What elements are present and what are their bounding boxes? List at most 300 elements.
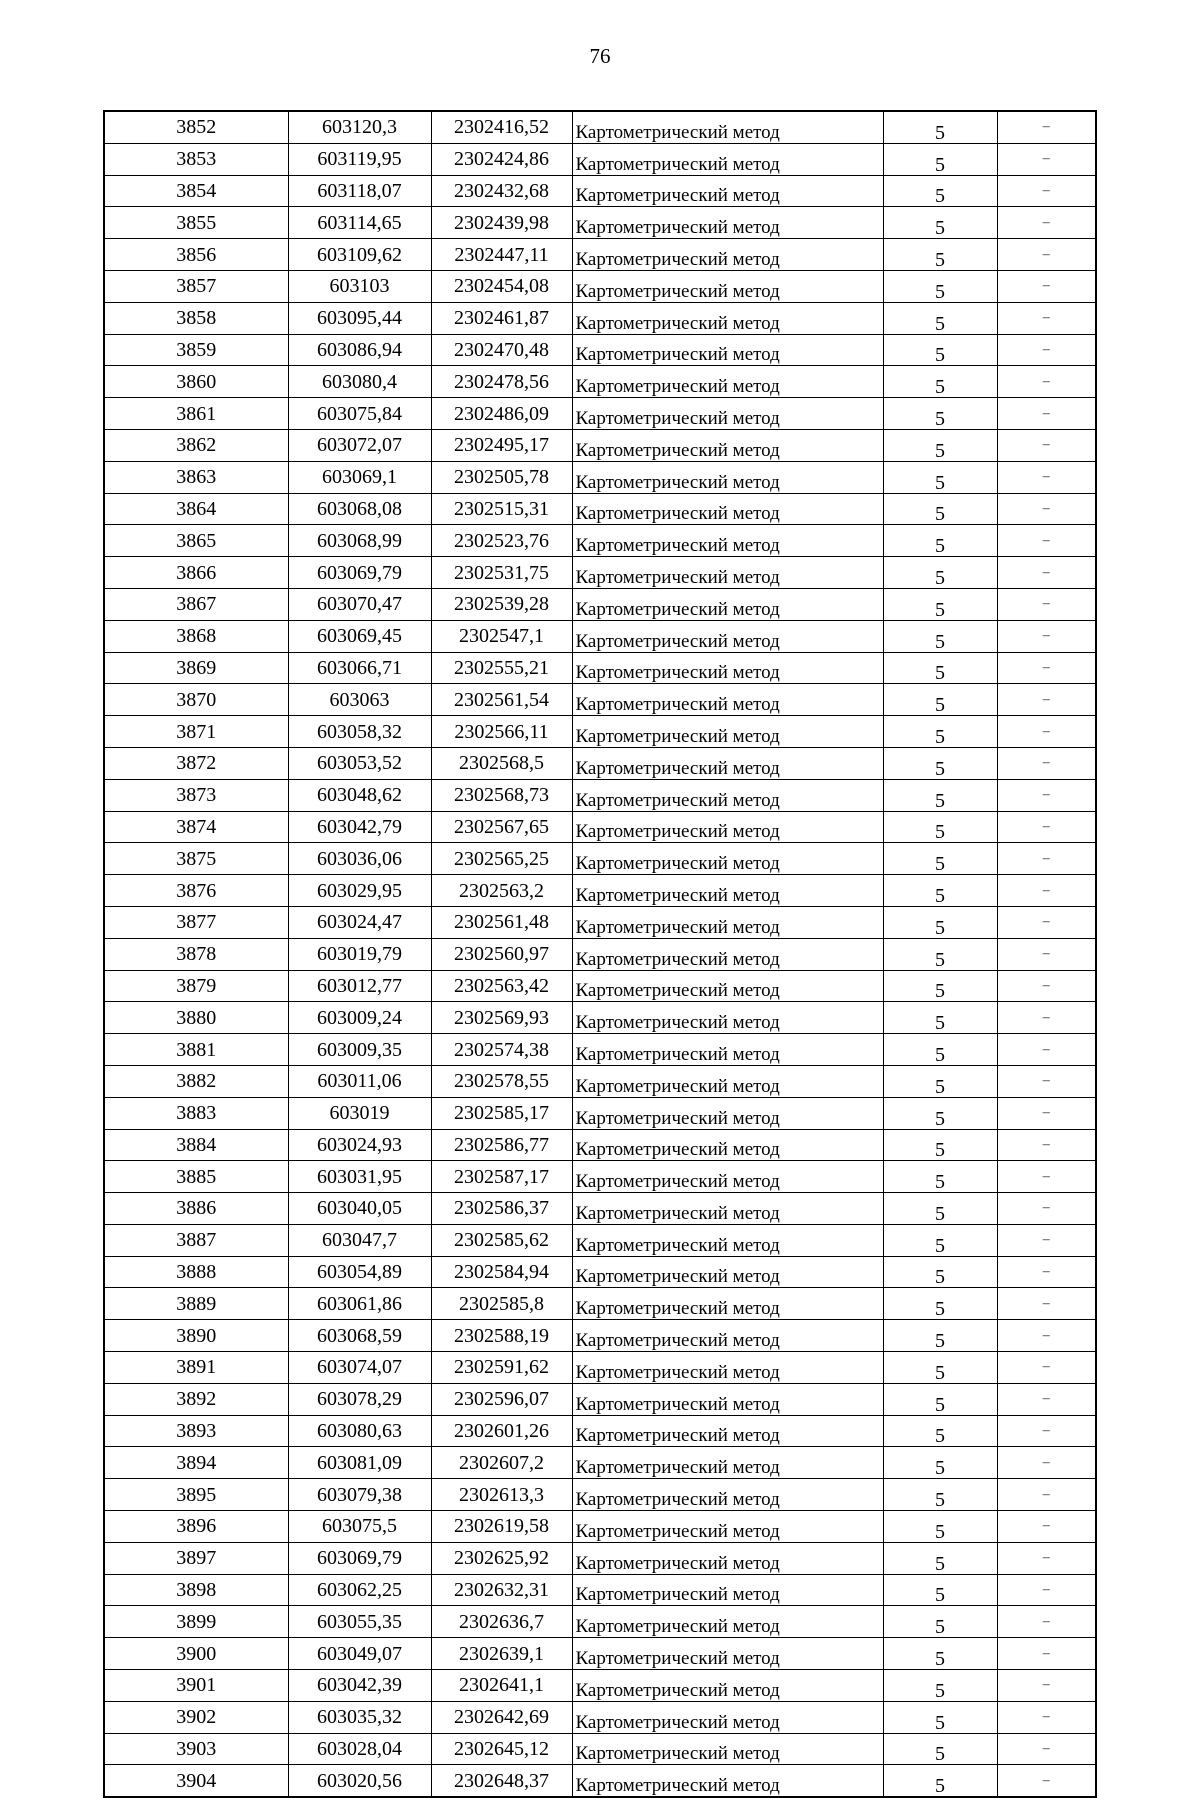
coord-y-cell: 2302645,12: [431, 1733, 572, 1765]
accuracy-cell: 5: [883, 1034, 997, 1066]
table-row: [104, 302, 1096, 334]
note-cell: –: [997, 1193, 1096, 1225]
note-cell: –: [997, 1447, 1096, 1479]
note-cell: –: [997, 1574, 1096, 1606]
method-cell: Картометрический метод: [572, 1193, 883, 1225]
accuracy-cell: 5: [883, 1733, 997, 1765]
coord-x-cell: 603068,59: [288, 1320, 431, 1352]
coord-y-cell: 2302505,78: [431, 461, 572, 493]
coord-y-cell: 2302569,93: [431, 1002, 572, 1034]
coord-x-cell: 603047,7: [288, 1224, 431, 1256]
coord-y-cell: 2302478,56: [431, 366, 572, 398]
coord-y-cell: 2302454,08: [431, 270, 572, 302]
coord-x-cell: 603049,07: [288, 1638, 431, 1670]
point-number-cell: 3883: [104, 1097, 288, 1129]
point-number-cell: 3884: [104, 1129, 288, 1161]
method-cell: Картометрический метод: [572, 429, 883, 461]
point-number-cell: 3904: [104, 1765, 288, 1797]
note-cell: –: [997, 493, 1096, 525]
point-number-cell: 3887: [104, 1224, 288, 1256]
accuracy-cell: 5: [883, 1447, 997, 1479]
coord-y-cell: 2302566,11: [431, 716, 572, 748]
coord-y-cell: 2302547,1: [431, 620, 572, 652]
coord-y-cell: 2302563,42: [431, 970, 572, 1002]
table-row: [104, 1193, 1096, 1225]
point-number-cell: 3881: [104, 1034, 288, 1066]
accuracy-cell: 5: [883, 1701, 997, 1733]
accuracy-cell: 5: [883, 843, 997, 875]
note-cell: –: [997, 366, 1096, 398]
coord-x-cell: 603066,71: [288, 652, 431, 684]
note-cell: –: [997, 938, 1096, 970]
table-row: [104, 938, 1096, 970]
coord-y-cell: 2302432,68: [431, 175, 572, 207]
table-row: [104, 1638, 1096, 1670]
accuracy-cell: 5: [883, 525, 997, 557]
method-cell: Картометрический метод: [572, 1733, 883, 1765]
note-cell: –: [997, 684, 1096, 716]
page-number: 76: [589, 44, 611, 68]
coord-y-cell: 2302619,58: [431, 1511, 572, 1543]
accuracy-cell: 5: [883, 875, 997, 907]
accuracy-cell: 5: [883, 684, 997, 716]
point-number-cell: 3901: [104, 1670, 288, 1702]
accuracy-cell: 5: [883, 1479, 997, 1511]
coord-y-cell: 2302523,76: [431, 525, 572, 557]
note-cell: –: [997, 811, 1096, 843]
accuracy-cell: 5: [883, 1129, 997, 1161]
coord-x-cell: 603118,07: [288, 175, 431, 207]
accuracy-cell: 5: [883, 270, 997, 302]
method-cell: Картометрический метод: [572, 1574, 883, 1606]
coord-y-cell: 2302639,1: [431, 1638, 572, 1670]
accuracy-cell: 5: [883, 1161, 997, 1193]
method-cell: Картометрический метод: [572, 779, 883, 811]
note-cell: –: [997, 302, 1096, 334]
table-row: [104, 1415, 1096, 1447]
table-row: [104, 906, 1096, 938]
note-cell: –: [997, 779, 1096, 811]
note-cell: –: [997, 1288, 1096, 1320]
coord-x-cell: 603095,44: [288, 302, 431, 334]
coord-x-cell: 603029,95: [288, 875, 431, 907]
note-cell: –: [997, 747, 1096, 779]
method-cell: Картометрический метод: [572, 1447, 883, 1479]
method-cell: Картометрический метод: [572, 875, 883, 907]
coord-y-cell: 2302568,73: [431, 779, 572, 811]
accuracy-cell: 5: [883, 779, 997, 811]
accuracy-cell: 5: [883, 429, 997, 461]
note-cell: –: [997, 1034, 1096, 1066]
table-row: [104, 1383, 1096, 1415]
point-number-cell: 3853: [104, 143, 288, 175]
method-cell: Картометрический метод: [572, 1670, 883, 1702]
table-row: [104, 1479, 1096, 1511]
method-cell: Картометрический метод: [572, 1701, 883, 1733]
coord-x-cell: 603109,62: [288, 239, 431, 271]
table-row: [104, 557, 1096, 589]
method-cell: Картометрический метод: [572, 493, 883, 525]
accuracy-cell: 5: [883, 1002, 997, 1034]
note-cell: –: [997, 1542, 1096, 1574]
accuracy-cell: 5: [883, 620, 997, 652]
method-cell: Картометрический метод: [572, 270, 883, 302]
coord-y-cell: 2302515,31: [431, 493, 572, 525]
table-row: [104, 1574, 1096, 1606]
point-number-cell: 3899: [104, 1606, 288, 1638]
accuracy-cell: 5: [883, 1193, 997, 1225]
point-number-cell: 3890: [104, 1320, 288, 1352]
coord-y-cell: 2302596,07: [431, 1383, 572, 1415]
method-cell: Картометрический метод: [572, 1415, 883, 1447]
table-row: [104, 620, 1096, 652]
table-row: [104, 843, 1096, 875]
table-row: [104, 207, 1096, 239]
coord-x-cell: 603012,77: [288, 970, 431, 1002]
note-cell: –: [997, 843, 1096, 875]
point-number-cell: 3867: [104, 588, 288, 620]
method-cell: Картометрический метод: [572, 1352, 883, 1384]
coord-y-cell: 2302607,2: [431, 1447, 572, 1479]
accuracy-cell: 5: [883, 461, 997, 493]
method-cell: Картометрический метод: [572, 461, 883, 493]
coord-x-cell: 603058,32: [288, 716, 431, 748]
coord-y-cell: 2302588,19: [431, 1320, 572, 1352]
coord-y-cell: 2302416,52: [431, 111, 572, 143]
coord-x-cell: 603054,89: [288, 1256, 431, 1288]
method-cell: Картометрический метод: [572, 111, 883, 143]
point-number-cell: 3895: [104, 1479, 288, 1511]
coord-x-cell: 603053,52: [288, 747, 431, 779]
point-number-cell: 3870: [104, 684, 288, 716]
coord-y-cell: 2302586,37: [431, 1193, 572, 1225]
table-row: [104, 1733, 1096, 1765]
table-row: [104, 1097, 1096, 1129]
accuracy-cell: 5: [883, 302, 997, 334]
point-number-cell: 3879: [104, 970, 288, 1002]
coord-y-cell: 2302585,8: [431, 1288, 572, 1320]
point-number-cell: 3894: [104, 1447, 288, 1479]
coord-y-cell: 2302625,92: [431, 1542, 572, 1574]
point-number-cell: 3875: [104, 843, 288, 875]
table-row: [104, 1670, 1096, 1702]
point-number-cell: 3858: [104, 302, 288, 334]
coord-y-cell: 2302578,55: [431, 1065, 572, 1097]
table-row: [104, 493, 1096, 525]
note-cell: –: [997, 1097, 1096, 1129]
point-number-cell: 3865: [104, 525, 288, 557]
note-cell: –: [997, 1511, 1096, 1543]
point-number-cell: 3876: [104, 875, 288, 907]
table-row: [104, 111, 1096, 143]
method-cell: Картометрический метод: [572, 811, 883, 843]
note-cell: –: [997, 557, 1096, 589]
note-cell: –: [997, 239, 1096, 271]
coord-y-cell: 2302586,77: [431, 1129, 572, 1161]
point-number-cell: 3863: [104, 461, 288, 493]
note-cell: –: [997, 175, 1096, 207]
coord-x-cell: 603035,32: [288, 1701, 431, 1733]
accuracy-cell: 5: [883, 334, 997, 366]
method-cell: Картометрический метод: [572, 302, 883, 334]
accuracy-cell: 5: [883, 1097, 997, 1129]
accuracy-cell: 5: [883, 1383, 997, 1415]
accuracy-cell: 5: [883, 1415, 997, 1447]
table-row: [104, 716, 1096, 748]
coord-x-cell: 603103: [288, 270, 431, 302]
point-number-cell: 3862: [104, 429, 288, 461]
method-cell: Картометрический метод: [572, 1479, 883, 1511]
coord-x-cell: 603080,4: [288, 366, 431, 398]
table-row: [104, 1606, 1096, 1638]
accuracy-cell: 5: [883, 1765, 997, 1797]
point-number-cell: 3897: [104, 1542, 288, 1574]
point-number-cell: 3859: [104, 334, 288, 366]
table-row: [104, 588, 1096, 620]
method-cell: Картометрический метод: [572, 1256, 883, 1288]
note-cell: –: [997, 429, 1096, 461]
coord-x-cell: 603009,35: [288, 1034, 431, 1066]
coord-y-cell: 2302574,38: [431, 1034, 572, 1066]
point-number-cell: 3857: [104, 270, 288, 302]
note-cell: –: [997, 1129, 1096, 1161]
method-cell: Картометрический метод: [572, 398, 883, 430]
method-cell: Картометрический метод: [572, 716, 883, 748]
coord-x-cell: 603081,09: [288, 1447, 431, 1479]
table-row: [104, 1034, 1096, 1066]
point-number-cell: 3869: [104, 652, 288, 684]
point-number-cell: 3868: [104, 620, 288, 652]
table-row: [104, 747, 1096, 779]
note-cell: –: [997, 270, 1096, 302]
table-row: [104, 1161, 1096, 1193]
point-number-cell: 3903: [104, 1733, 288, 1765]
note-cell: –: [997, 906, 1096, 938]
table-row: [104, 875, 1096, 907]
table-row: [104, 270, 1096, 302]
method-cell: Картометрический метод: [572, 1765, 883, 1797]
coord-y-cell: 2302495,17: [431, 429, 572, 461]
point-number-cell: 3861: [104, 398, 288, 430]
method-cell: Картометрический метод: [572, 1606, 883, 1638]
point-number-cell: 3855: [104, 207, 288, 239]
accuracy-cell: 5: [883, 1288, 997, 1320]
coord-x-cell: 603062,25: [288, 1574, 431, 1606]
table-row: [104, 525, 1096, 557]
accuracy-cell: 5: [883, 1065, 997, 1097]
note-cell: –: [997, 1161, 1096, 1193]
method-cell: Картометрический метод: [572, 1161, 883, 1193]
coord-y-cell: 2302561,54: [431, 684, 572, 716]
method-cell: Картометрический метод: [572, 1511, 883, 1543]
point-number-cell: 3889: [104, 1288, 288, 1320]
accuracy-cell: 5: [883, 747, 997, 779]
coord-x-cell: 603042,79: [288, 811, 431, 843]
coord-x-cell: 603075,5: [288, 1511, 431, 1543]
coord-y-cell: 2302539,28: [431, 588, 572, 620]
table-row: [104, 1511, 1096, 1543]
table-row: [104, 1224, 1096, 1256]
note-cell: –: [997, 1065, 1096, 1097]
coord-x-cell: 603020,56: [288, 1765, 431, 1797]
coord-y-cell: 2302567,65: [431, 811, 572, 843]
table-row: [104, 1352, 1096, 1384]
note-cell: –: [997, 1352, 1096, 1384]
method-cell: Картометрический метод: [572, 175, 883, 207]
method-cell: Картометрический метод: [572, 652, 883, 684]
method-cell: Картометрический метод: [572, 557, 883, 589]
accuracy-cell: 5: [883, 1256, 997, 1288]
table-row: [104, 652, 1096, 684]
coord-x-cell: 603080,63: [288, 1415, 431, 1447]
coord-x-cell: 603069,79: [288, 557, 431, 589]
table-row: [104, 1256, 1096, 1288]
point-number-cell: 3860: [104, 366, 288, 398]
method-cell: Картометрический метод: [572, 1542, 883, 1574]
coord-x-cell: 603061,86: [288, 1288, 431, 1320]
method-cell: Картометрический метод: [572, 143, 883, 175]
method-cell: Картометрический метод: [572, 525, 883, 557]
point-number-cell: 3866: [104, 557, 288, 589]
coordinates-table-body: [104, 111, 1096, 1797]
accuracy-cell: 5: [883, 1606, 997, 1638]
table-row: [104, 779, 1096, 811]
accuracy-cell: 5: [883, 557, 997, 589]
method-cell: Картометрический метод: [572, 588, 883, 620]
coord-x-cell: 603048,62: [288, 779, 431, 811]
method-cell: Картометрический метод: [572, 970, 883, 1002]
point-number-cell: 3874: [104, 811, 288, 843]
method-cell: Картометрический метод: [572, 938, 883, 970]
coord-y-cell: 2302585,62: [431, 1224, 572, 1256]
coord-x-cell: 603019,79: [288, 938, 431, 970]
coord-x-cell: 603069,1: [288, 461, 431, 493]
accuracy-cell: 5: [883, 970, 997, 1002]
point-number-cell: 3872: [104, 747, 288, 779]
accuracy-cell: 5: [883, 588, 997, 620]
coord-x-cell: 603070,47: [288, 588, 431, 620]
note-cell: –: [997, 1638, 1096, 1670]
table-row: [104, 366, 1096, 398]
coord-x-cell: 603024,47: [288, 906, 431, 938]
note-cell: –: [997, 1224, 1096, 1256]
coord-x-cell: 603019: [288, 1097, 431, 1129]
coord-x-cell: 603063: [288, 684, 431, 716]
note-cell: –: [997, 875, 1096, 907]
note-cell: –: [997, 1415, 1096, 1447]
note-cell: –: [997, 588, 1096, 620]
point-number-cell: 3873: [104, 779, 288, 811]
note-cell: –: [997, 1765, 1096, 1797]
coord-y-cell: 2302461,87: [431, 302, 572, 334]
coord-x-cell: 603120,3: [288, 111, 431, 143]
point-number-cell: 3898: [104, 1574, 288, 1606]
coord-x-cell: 603114,65: [288, 207, 431, 239]
point-number-cell: 3892: [104, 1383, 288, 1415]
note-cell: –: [997, 716, 1096, 748]
coord-y-cell: 2302584,94: [431, 1256, 572, 1288]
point-number-cell: 3885: [104, 1161, 288, 1193]
coord-x-cell: 603072,07: [288, 429, 431, 461]
coord-y-cell: 2302568,5: [431, 747, 572, 779]
accuracy-cell: 5: [883, 239, 997, 271]
coord-y-cell: 2302642,69: [431, 1701, 572, 1733]
method-cell: Картометрический метод: [572, 906, 883, 938]
point-number-cell: 3891: [104, 1352, 288, 1384]
note-cell: –: [997, 1002, 1096, 1034]
coord-y-cell: 2302555,21: [431, 652, 572, 684]
method-cell: Картометрический метод: [572, 843, 883, 875]
coord-y-cell: 2302563,2: [431, 875, 572, 907]
table-row: [104, 1002, 1096, 1034]
method-cell: Картометрический метод: [572, 1383, 883, 1415]
point-number-cell: 3888: [104, 1256, 288, 1288]
note-cell: –: [997, 620, 1096, 652]
coord-x-cell: 603119,95: [288, 143, 431, 175]
table-row: [104, 398, 1096, 430]
coord-x-cell: 603068,08: [288, 493, 431, 525]
coord-x-cell: 603011,06: [288, 1065, 431, 1097]
method-cell: Картометрический метод: [572, 334, 883, 366]
table-row: [104, 1288, 1096, 1320]
accuracy-cell: 5: [883, 175, 997, 207]
method-cell: Картометрический метод: [572, 1224, 883, 1256]
point-number-cell: 3878: [104, 938, 288, 970]
point-number-cell: 3864: [104, 493, 288, 525]
accuracy-cell: 5: [883, 1511, 997, 1543]
table-row: [104, 1447, 1096, 1479]
point-number-cell: 3880: [104, 1002, 288, 1034]
method-cell: Картометрический метод: [572, 1288, 883, 1320]
method-cell: Картометрический метод: [572, 684, 883, 716]
coord-y-cell: 2302531,75: [431, 557, 572, 589]
coord-x-cell: 603074,07: [288, 1352, 431, 1384]
method-cell: Картометрический метод: [572, 1129, 883, 1161]
coord-x-cell: 603078,29: [288, 1383, 431, 1415]
note-cell: –: [997, 207, 1096, 239]
coord-y-cell: 2302648,37: [431, 1765, 572, 1797]
coord-x-cell: 603042,39: [288, 1670, 431, 1702]
method-cell: Картометрический метод: [572, 1097, 883, 1129]
accuracy-cell: 5: [883, 1352, 997, 1384]
point-number-cell: 3856: [104, 239, 288, 271]
point-number-cell: 3886: [104, 1193, 288, 1225]
note-cell: –: [997, 1733, 1096, 1765]
note-cell: –: [997, 1670, 1096, 1702]
table-row: [104, 1542, 1096, 1574]
coord-y-cell: 2302447,11: [431, 239, 572, 271]
accuracy-cell: 5: [883, 938, 997, 970]
coord-y-cell: 2302561,48: [431, 906, 572, 938]
note-cell: –: [997, 1320, 1096, 1352]
coord-y-cell: 2302591,62: [431, 1352, 572, 1384]
coord-y-cell: 2302439,98: [431, 207, 572, 239]
accuracy-cell: 5: [883, 811, 997, 843]
table-row: [104, 1765, 1096, 1797]
accuracy-cell: 5: [883, 493, 997, 525]
note-cell: –: [997, 1701, 1096, 1733]
note-cell: –: [997, 525, 1096, 557]
coord-x-cell: 603031,95: [288, 1161, 431, 1193]
note-cell: –: [997, 461, 1096, 493]
note-cell: –: [997, 970, 1096, 1002]
method-cell: Картометрический метод: [572, 620, 883, 652]
table-row: [104, 334, 1096, 366]
coord-x-cell: 603069,79: [288, 1542, 431, 1574]
point-number-cell: 3893: [104, 1415, 288, 1447]
table-row: [104, 143, 1096, 175]
accuracy-cell: 5: [883, 366, 997, 398]
